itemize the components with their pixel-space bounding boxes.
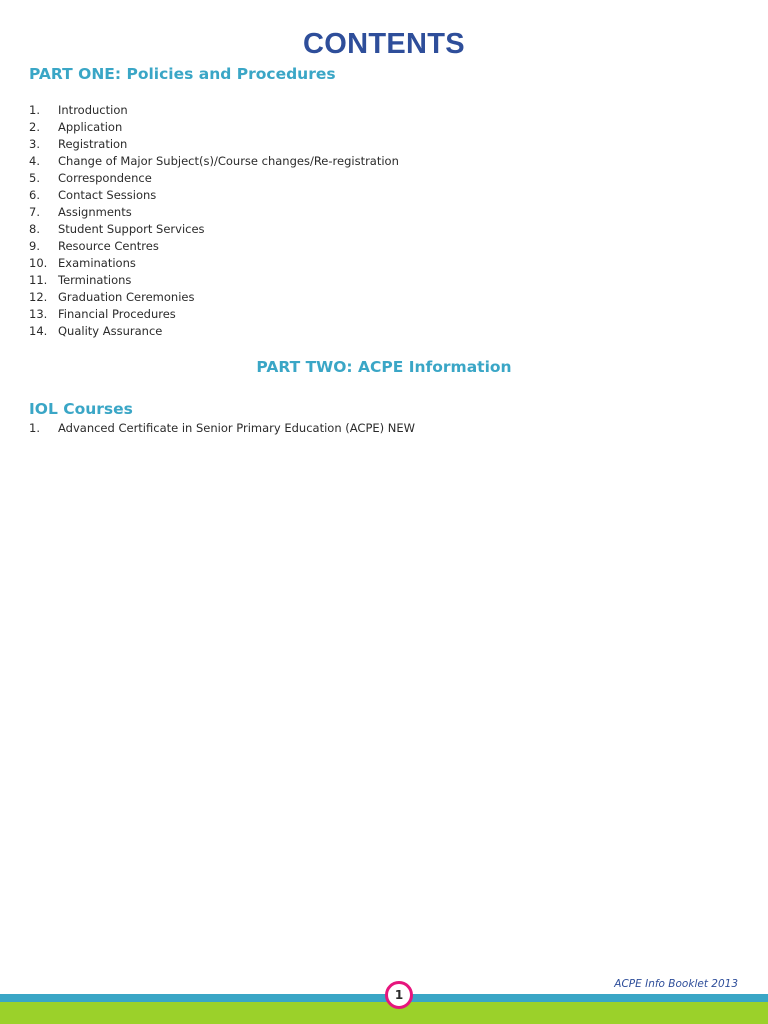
list-item — [29, 204, 399, 221]
item-number: 4. — [29, 154, 40, 168]
list-item — [29, 170, 399, 187]
item-label: Registration — [58, 137, 128, 151]
footer-bar-blue — [0, 994, 768, 1002]
item-label: Assignments — [58, 205, 132, 219]
list-item — [29, 306, 399, 323]
list-item — [29, 187, 399, 204]
item-number: 5. — [29, 171, 40, 185]
part-one-heading: PART ONE: Policies and Procedures — [29, 65, 336, 83]
item-label: Introduction — [58, 103, 128, 117]
item-label: Student Support Services — [58, 222, 205, 236]
list-item — [29, 323, 399, 340]
item-number: 1. — [29, 103, 40, 117]
list-item — [29, 289, 399, 306]
item-number: 10. — [29, 256, 48, 270]
list-item — [29, 153, 399, 170]
item-number: 11. — [29, 273, 48, 287]
part-two-heading: PART TWO: ACPE Information — [256, 358, 512, 376]
item-label: Advanced Certificate in Senior Primary Education (ACPE) NEW — [58, 421, 416, 435]
item-number: 6. — [29, 188, 40, 202]
page-number-badge: 1 — [385, 981, 413, 1009]
footer-booklet-label: ACPE Info Booklet 2013 — [614, 978, 738, 990]
iol-courses-list — [29, 420, 415, 437]
item-label: Resource Centres — [58, 239, 159, 253]
list-item — [29, 221, 399, 238]
item-label: Correspondence — [58, 171, 152, 185]
item-label: Financial Procedures — [58, 307, 176, 321]
item-number: 8. — [29, 222, 40, 236]
list-item — [29, 420, 415, 437]
part-one-list — [29, 102, 399, 340]
footer-bar-green — [0, 1002, 768, 1024]
item-label: Contact Sessions — [58, 188, 157, 202]
list-item — [29, 102, 399, 119]
item-label: Terminations — [58, 273, 132, 287]
list-item — [29, 272, 399, 289]
item-number: 7. — [29, 205, 40, 219]
item-label: Change of Major Subject(s)/Course changes/Re-registration — [58, 154, 399, 168]
item-number: 9. — [29, 239, 40, 253]
list-item — [29, 136, 399, 153]
item-number: 14. — [29, 324, 48, 338]
list-item — [29, 238, 399, 255]
item-label: Examinations — [58, 256, 136, 270]
item-number: 2. — [29, 120, 40, 134]
item-number: 3. — [29, 137, 40, 151]
iol-courses-heading: IOL Courses — [29, 400, 133, 418]
item-label: Graduation Ceremonies — [58, 290, 195, 304]
item-number: 12. — [29, 290, 48, 304]
page-title: CONTENTS — [303, 28, 465, 60]
item-label: Quality Assurance — [58, 324, 163, 338]
list-item — [29, 119, 399, 136]
list-item — [29, 255, 399, 272]
item-number: 13. — [29, 307, 48, 321]
item-label: Application — [58, 120, 123, 134]
item-number: 1. — [29, 421, 40, 435]
